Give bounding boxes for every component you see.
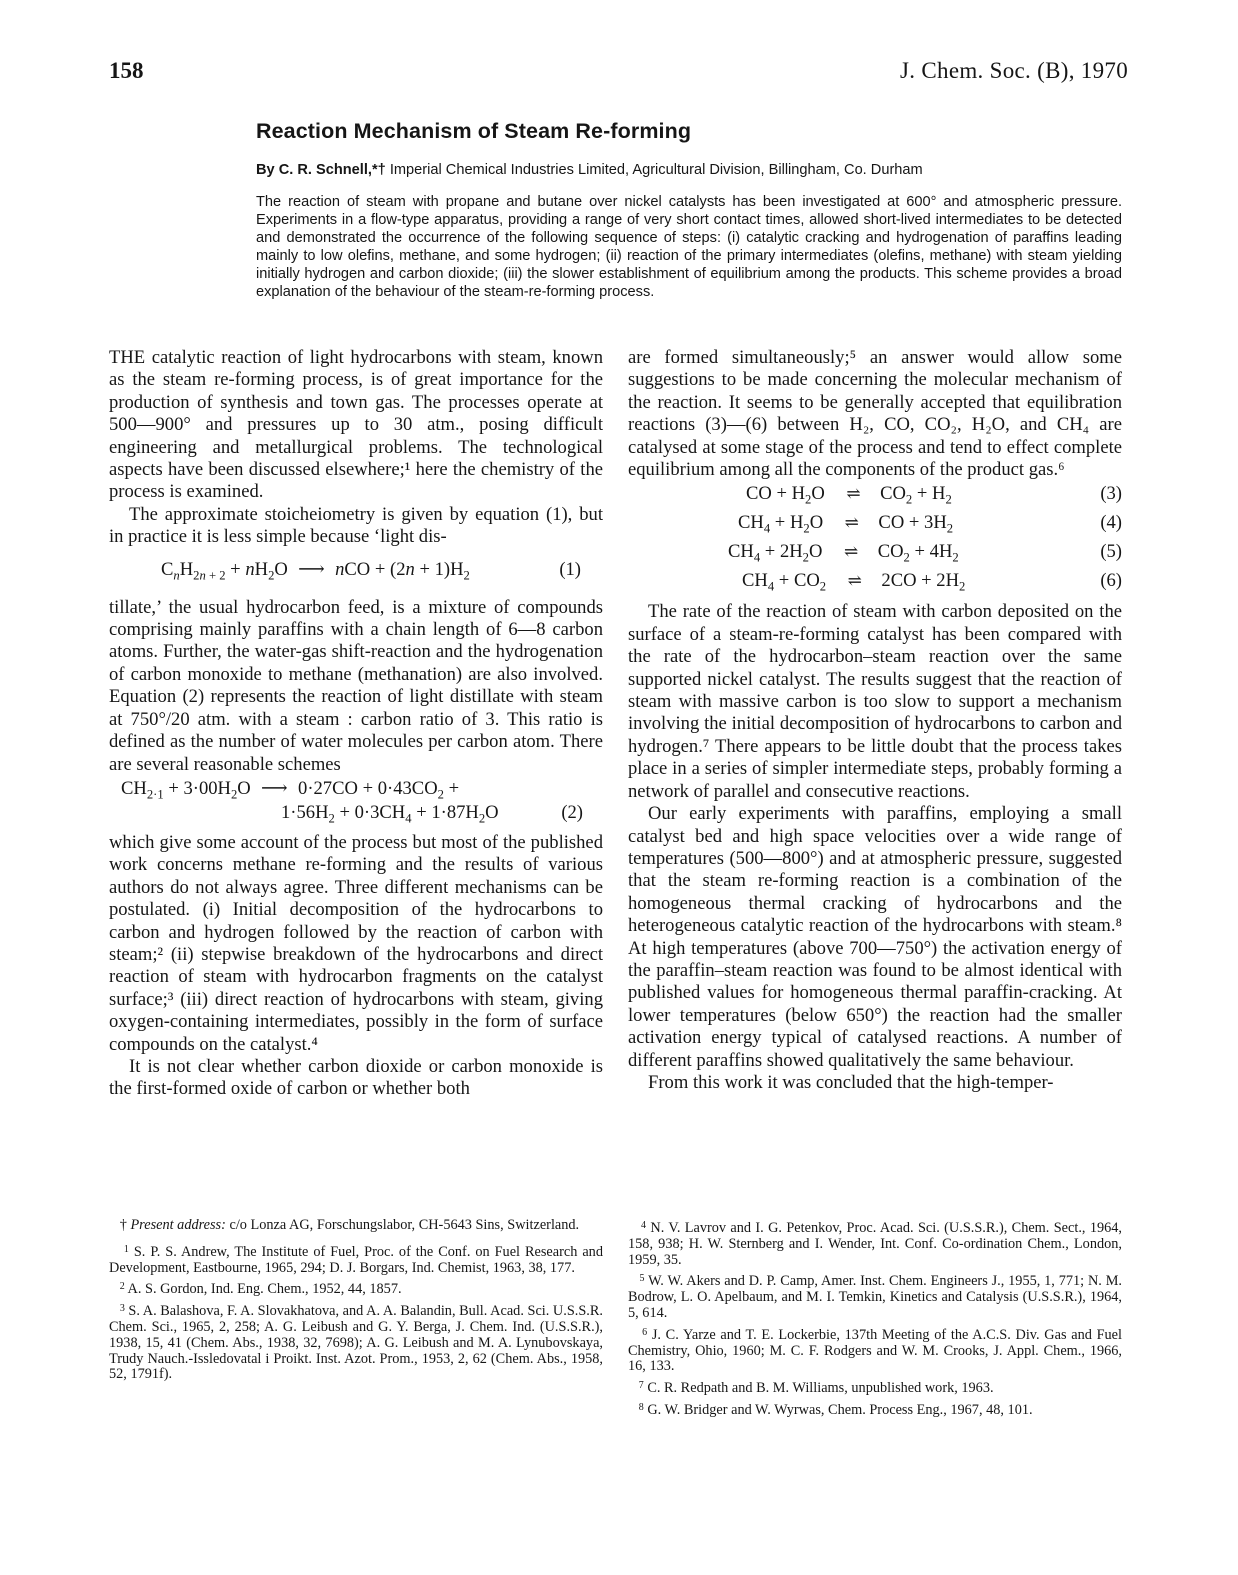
footnote-2: $^2$ A. S. Gordon, Ind. Eng. Chem., 1952, 44, 1857. <box>119 1281 402 1298</box>
article-title: Reaction Mechanism of Steam Re-forming <box>256 119 692 143</box>
paragraph: which give some account of the process but most of the published work concerns methane re-forming and the results of various authors do not always agree. Three different mechanisms can be postulated. (i) Initial decomposition of the hydrocarbons to carbon and hydrogen followed by the reaction of carbon with steam;² (ii) stepwise breakdown of the hydrocarbons and direct reaction of steam with hydrocarbon fragments on the catalyst surface;³ (iii) direct reaction of hydrocarbons with steam, giving oxygen-containing intermediates, possibly in the form of surface compounds on the catalyst.⁴ <box>109 831 603 1055</box>
equation-3 <box>628 483 1122 512</box>
paragraph: It is not clear whether carbon dioxide or carbon monoxide is the first-formed oxide of carbon or whether both <box>109 1055 603 1100</box>
journal-reference: J. Chem. Soc. (B), 1970 <box>900 58 1128 83</box>
byline <box>256 162 923 178</box>
equation-4-formula: $CH_4 + H_2O$ ⇌ CO + $3H_2$ <box>738 512 954 537</box>
footnote-4: $^4$ N. V. Lavrov and I. G. Petenkov, Proc. Acad. Sci. (U.S.S.R.), Chem. Sect., 1964, 158, 938; H. W. Sternberg and I. Wender, Int. Conf. Co-ordination Chem., London, 1959, 35. <box>628 1220 1123 1268</box>
author-name: By C. R. Schnell,*† <box>256 162 390 178</box>
paragraph: tillate,’ the usual hydrocarbon feed, is a mixture of compounds comprising mainly paraffins with a chain length of 6—8 carbon atoms. Further, the water-gas shift-reaction and the hydrogenation of carbon monoxide to methane (methanation) are also involved. Equation (2) represents the reaction of light distillate with steam at 750°/20 atm. with a steam : carbon ratio of 3. This ratio is defined as the number of water molecules per carbon atom. There are several reasonable schemes <box>109 596 603 775</box>
equation-4 <box>628 512 1122 541</box>
footnote-5: $^5$ W. W. Akers and D. P. Camp, Amer. Inst. Chem. Engineers J., 1955, 1, 771; N. M. Bodrow, L. O. Apelbaum, and M. I. Temkin, Kinetics and Catalysis (U.S.S.R.), 1964, 5, 614. <box>628 1273 1122 1321</box>
equation-5-label: (5) <box>1100 541 1122 563</box>
paragraph: THE catalytic reaction of light hydrocarbons with steam, known as the steam re-forming process, is of great importance for the production of synthesis and town gas. The processes operate at 500—900° and pressures up to 30 atm., posing difficult engineering and metallurgical problems. The technological aspects have been discussed elsewhere;¹ here the chemistry of the process is examined. <box>109 347 603 503</box>
left-column <box>109 347 603 1101</box>
equation-6-formula: $CH_4 + CO_2$ ⇌ $2CO + 2H_2$ <box>742 570 966 595</box>
footnote-6: $^6$ J. C. Yarze and T. E. Lockerbie, 137th Meeting of the A.C.S. Div. Gas and Fuel Chemistry, Ohio, 1960; M. C. F. Rodgers and W. M. Crooks, J. Appl. Chem., 1966, 16, 133. <box>628 1326 1123 1375</box>
footnotes-right <box>628 1218 1122 1422</box>
footnote-8: $^8$ G. W. Bridger and W. Wyrwas, Chem. Process Eng., 1967, 48, 101. <box>638 1401 1033 1418</box>
paragraph: Our early experiments with paraffins, employing a small catalyst bed and high space velocities over a wide range of temperatures (500—800°) and at atmospheric pressure, suggested that the steam re-forming reaction is a combination of the homogeneous thermal cracking of hydrocarbons and the heterogeneous catalytic reaction of the hydrocarbons with steam.⁸ At high temperatures (above 700—750°) the activation energy of the paraffin–steam reaction was found to be almost identical with published values for homogeneous thermal paraffin-cracking. At lower temperatures (below 650°) the reaction had the smaller activation energy typical of catalysed reactions. A number of different paraffins showed qualitatively the same behaviour. <box>628 803 1122 1071</box>
footnote-3: $^3$ S. A. Balashova, F. A. Slovakhatova, and A. A. Balandin, Bull. Acad. Sci. U.S.S.R. Chem. Sci., 1965, 2, 258; A. G. Leibush and G. Y. Berga, J. Chem. Ind. (U.S.S.R.), 1938, 15, 41 (Chem. Abs., 1938, 32, 7698); A. G. Leibush and M. A. Lynubovskaya, Trudy Nauch.-Issledovatal i Proikt. Inst. Azot. Prom., 1953, 2, 62 (Chem. Abs., 1958, 52, 1791f). <box>109 1303 603 1383</box>
equation-3-label: (3) <box>1100 483 1122 505</box>
equation-6 <box>628 570 1122 599</box>
page-number: 158 <box>109 58 144 83</box>
paragraph: The approximate stoicheiometry is given by equation (1), but in practice it is less simple because ‘light dis- <box>109 503 603 548</box>
equation-2-formula-line1: $CH_{2\cdot 1} + 3\cdot 00H_2O$ ⟶ $0\cdot 27CO + 0\cdot 43CO_2$ + <box>121 777 460 802</box>
right-column <box>628 347 1122 1094</box>
footnotes-left <box>109 1218 603 1386</box>
equation-2 <box>109 776 603 832</box>
abstract: The reaction of steam with propane and butane over nickel catalysts has been investigated at 600° and atmospheric pressure. Experiments in a flow-type apparatus, providing a range of very short contact times, allowed short-lived intermediates to be detected and demonstrated the occurrence of the following sequence of steps: (i) catalytic cracking and hydrogenation of paraffins leading mainly to low olefins, methane, and some hydrogen; (ii) reaction of the primary intermediates (olefins, methane) with steam yielding initially hydrogen and carbon dioxide; (iii) the slower establishment of equilibrium among the products. This scheme provides a broad explanation of the behaviour of the steam-re-forming process. <box>256 194 1122 301</box>
equation-5 <box>628 541 1122 570</box>
equation-3-formula: CO + $H_2O$ ⇌ $CO_2 + H_2$ <box>746 483 952 508</box>
equilibrium-equations <box>628 483 1122 601</box>
footnote-1: $^1$ S. P. S. Andrew, The Institute of Fuel, Proc. of the Conf. on Fuel Research and Development, Eastbourne, 1965, 294; D. J. Borgars, Ind. Chemist, 1963, 38, 177. <box>109 1243 603 1276</box>
equation-5-formula: $CH_4 + 2H_2O$ ⇌ $CO_2 + 4H_2$ <box>728 541 959 566</box>
equation-1 <box>109 549 603 597</box>
equation-1-formula: $C_nH_{2n + 2} + nH_2O$ ⟶ nCO + $(2n + 1)H_2$ <box>161 558 470 583</box>
equation-2-formula-line2: $1\cdot 56H_2 + 0\cdot 3CH_4 + 1\cdot 87H_2O$ <box>281 801 499 826</box>
paragraph: are formed simultaneously;⁵ an answer would allow some suggestions to be made concerning the molecular mechanism of the reaction. It seems to be generally accepted that equilibration reactions (3)—(6) between H₂, CO, CO₂, H₂O, and CH₄ are catalysed at some stage of the process and tend to effect complete equilibrium among all the components of the product gas.⁶ <box>628 347 1122 481</box>
equation-6-label: (6) <box>1100 570 1122 592</box>
equation-4-label: (4) <box>1100 512 1122 534</box>
equation-1-label: (1) <box>559 558 581 580</box>
footnote-dagger: † Present address: c/o Lonza AG, Forschungslabor, CH-5643 Sins, Switzerland. <box>109 1217 580 1233</box>
equation-2-label: (2) <box>561 801 583 823</box>
paragraph: The rate of the reaction of steam with carbon deposited on the surface of a steam-re-forming catalyst has been compared with the rate of the hydrocarbon–steam reaction over the same supported nickel catalyst. The results suggest that the reaction of steam with massive carbon is too slow to support a mechanism involving the initial decomposition of hydrocarbons to carbon and hydrogen.⁷ There appears to be little doubt that the process takes place in a series of simpler intermediate steps, probably forming a network of parallel and consecutive reactions. <box>628 601 1122 802</box>
footnote-7: $^7$ C. R. Redpath and B. M. Williams, unpublished work, 1963. <box>638 1380 994 1397</box>
paragraph: From this work it was concluded that the high-temper- <box>648 1071 1054 1093</box>
author-affiliation: Imperial Chemical Industries Limited, Agricultural Division, Billingham, Co. Durham <box>389 162 923 178</box>
